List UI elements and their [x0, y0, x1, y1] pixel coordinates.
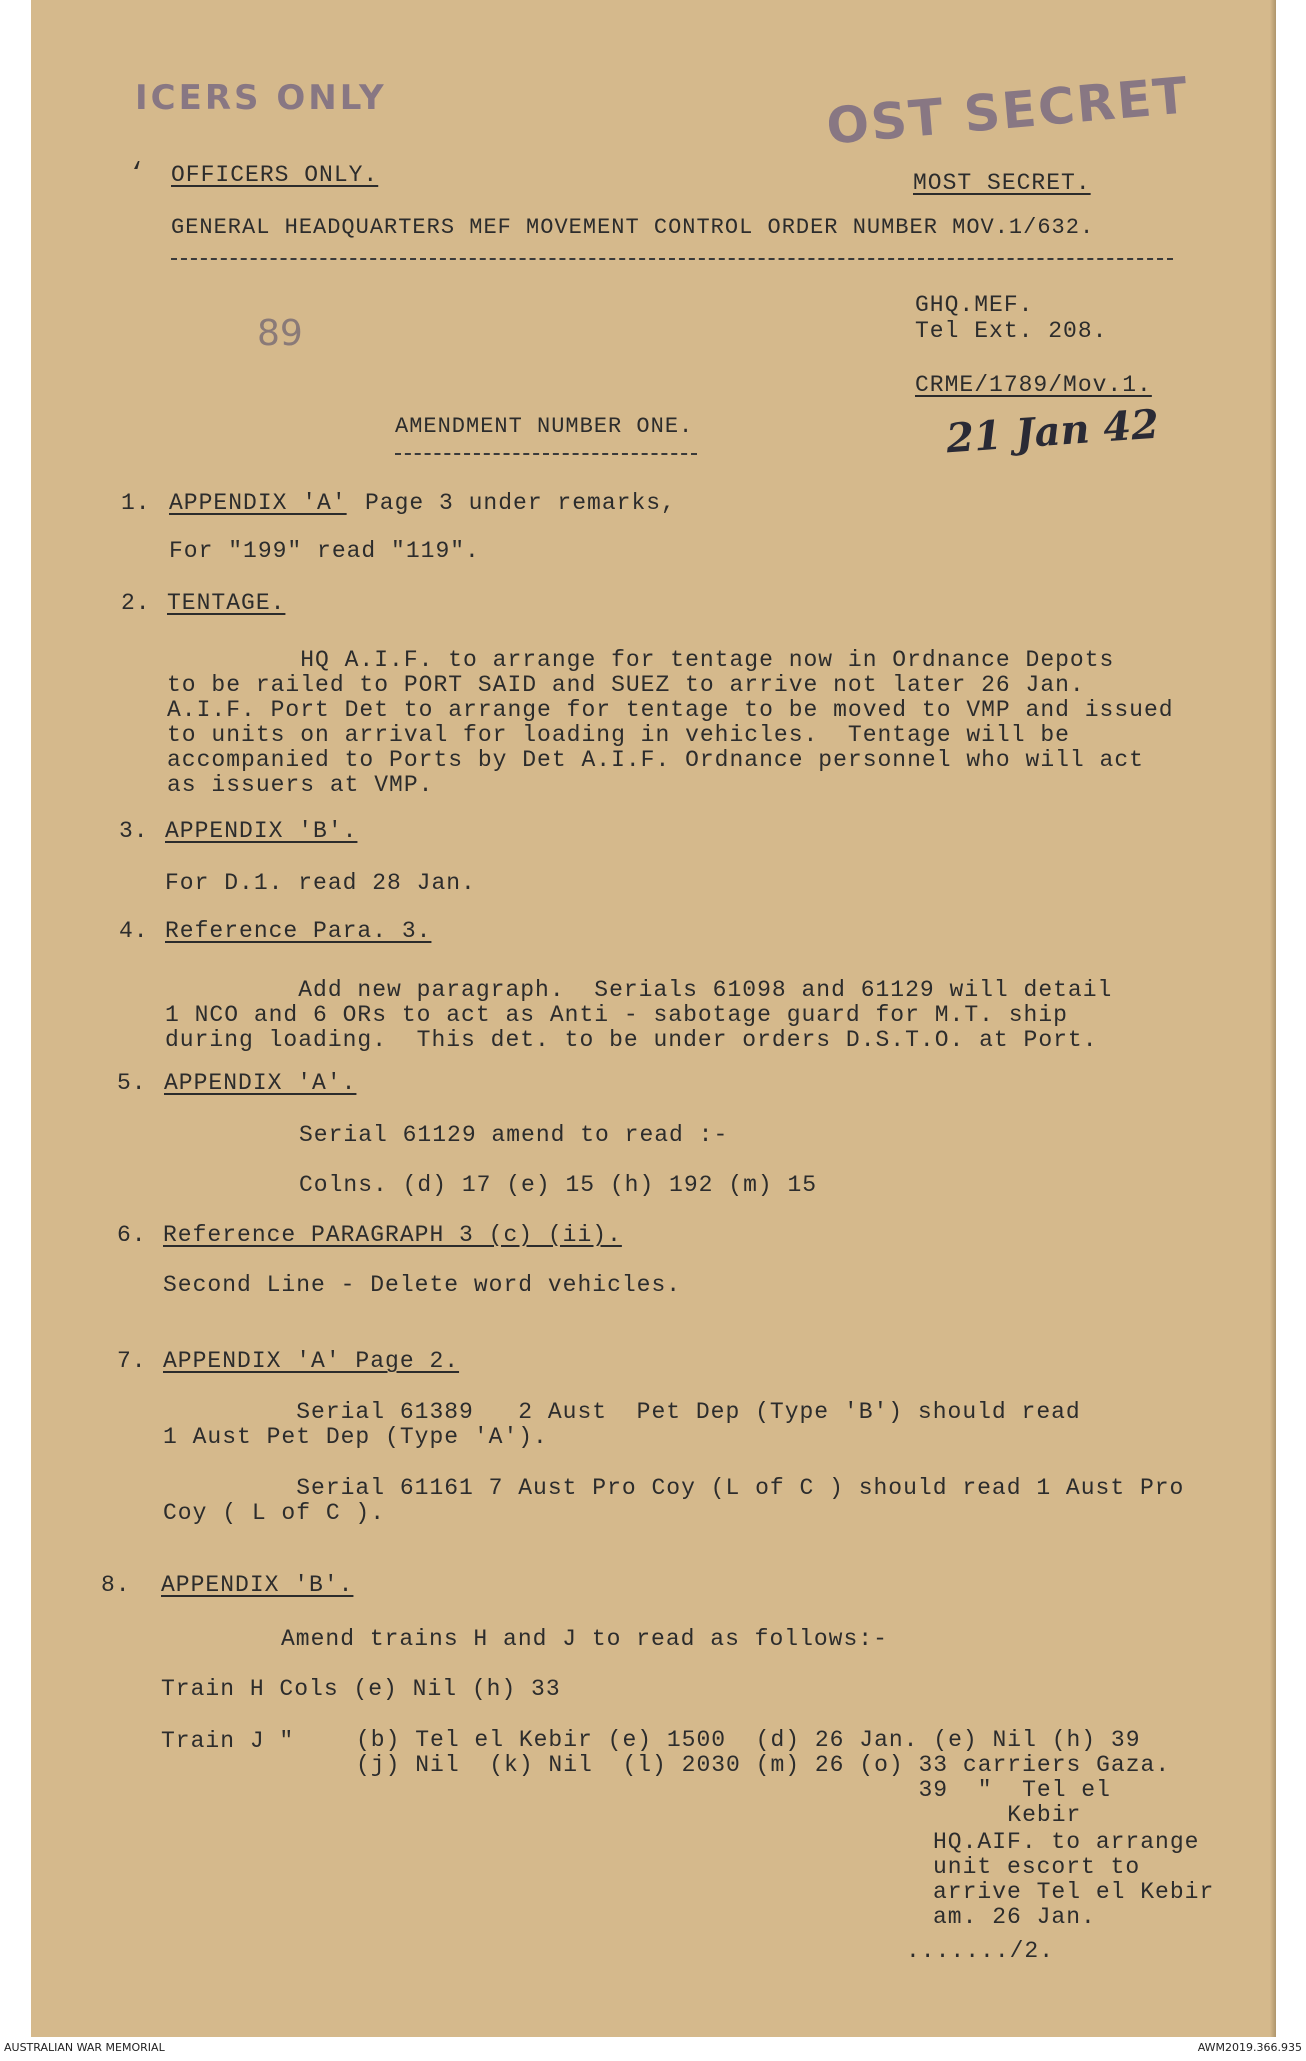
continued-marker: ......./2.	[906, 1938, 1055, 1964]
item-8-intro: Amend trains H and J to read as follows:-	[281, 1626, 888, 1652]
item-4-heading: Reference Para. 3.	[165, 918, 432, 944]
item-6-text: Second Line - Delete word vehicles.	[163, 1272, 682, 1298]
footer-credit: AUSTRALIAN WAR MEMORIAL	[4, 2041, 165, 2054]
page-edge-shadow	[1270, 0, 1276, 2037]
item-3-text: For D.1. read 28 Jan.	[165, 870, 476, 896]
footer-accession-number: AWM2019.366.935	[1197, 2041, 1302, 2054]
item-5-number: 5.	[117, 1070, 147, 1096]
item-8-heading: APPENDIX 'B'.	[161, 1572, 354, 1598]
amendment-title: AMENDMENT NUMBER ONE.	[395, 414, 694, 439]
item-4-number: 4.	[119, 918, 149, 944]
ghq-label: GHQ.MEF.	[915, 292, 1034, 318]
train-j-note: HQ.AIF. to arrange unit escort to arrive Tel el Kebir am. 26 Jan.	[933, 1829, 1215, 1930]
item-1-number: 1.	[121, 490, 151, 516]
item-7-number: 7.	[117, 1348, 147, 1374]
train-h-line: Train H Cols (e) Nil (h) 33	[161, 1676, 561, 1702]
item-5-line-1: Serial 61129 amend to read :-	[299, 1122, 729, 1148]
item-1-heading-tail: Page 3 under remarks,	[365, 490, 676, 516]
item-7-body-1: Serial 61389 2 Aust Pet Dep (Type 'B') should read 1 Aust Pet Dep (Type 'A').	[163, 1399, 1081, 1450]
title-rule	[171, 258, 1173, 260]
item-7-body-2: Serial 61161 7 Aust Pro Coy (L of C ) should read 1 Aust Pro Coy ( L of C ).	[163, 1475, 1185, 1526]
pencil-tick: ‘	[129, 158, 146, 188]
officers-only-stamp: ICERS ONLY	[135, 78, 387, 118]
item-1-heading: APPENDIX 'A'	[169, 490, 347, 516]
item-5-heading: APPENDIX 'A'.	[164, 1070, 357, 1096]
most-secret-heading: MOST SECRET.	[913, 170, 1091, 196]
train-j-body: (b) Tel el Kebir (e) 1500 (d) 26 Jan. (e) Nil (h) 39 (j) Nil (k) Nil (l) 2030 (m) 26 (o) 33 carriers Gaza. 39 " Tel el Kebir	[356, 1727, 1171, 1828]
item-2-number: 2.	[121, 590, 151, 616]
item-7-heading: APPENDIX 'A' Page 2.	[163, 1348, 460, 1374]
folio-number: 89	[257, 313, 303, 354]
item-8-number: 8.	[101, 1572, 131, 1598]
file-reference: CRME/1789/Mov.1.	[915, 372, 1152, 398]
most-secret-stamp: OST SECRET	[824, 66, 1192, 156]
tel-ext: Tel Ext. 208.	[915, 318, 1108, 344]
document-page	[31, 0, 1276, 2037]
officers-only-heading: OFFICERS ONLY.	[171, 162, 379, 188]
item-1-text: For "199" read "119".	[169, 538, 480, 564]
train-j-label: Train J "	[161, 1728, 295, 1754]
handwritten-date: 21 Jan 42	[944, 400, 1161, 463]
item-3-number: 3.	[119, 818, 149, 844]
item-6-heading: Reference PARAGRAPH 3 (c) (ii).	[163, 1222, 622, 1248]
item-6-number: 6.	[117, 1222, 147, 1248]
item-5-line-2: Colns. (d) 17 (e) 15 (h) 192 (m) 15	[299, 1172, 818, 1198]
item-2-body: HQ A.I.F. to arrange for tentage now in Ordnance Depots to be railed to PORT SAID and SUEZ to arrive not later 26 Jan. A.I.F. Port Det to arrange for tentage to be moved to VMP and issued to units on arrival for loading in vehicles. Tentage will be accompanied to Ports by Det A.I.F. Ordnance personnel who will act as issuers at VMP.	[167, 647, 1174, 798]
order-title: GENERAL HEADQUARTERS MEF MOVEMENT CONTROL ORDER NUMBER MOV.1/632.	[171, 215, 1095, 240]
item-4-body: Add new paragraph. Serials 61098 and 61129 will detail 1 NCO and 6 ORs to act as Anti - sabotage guard for M.T. ship during loading. This det. to be under orders D.S.T.O. at Port.	[165, 977, 1113, 1053]
amendment-rule	[395, 453, 697, 455]
item-2-heading: TENTAGE.	[167, 590, 286, 616]
item-3-heading: APPENDIX 'B'.	[165, 818, 358, 844]
